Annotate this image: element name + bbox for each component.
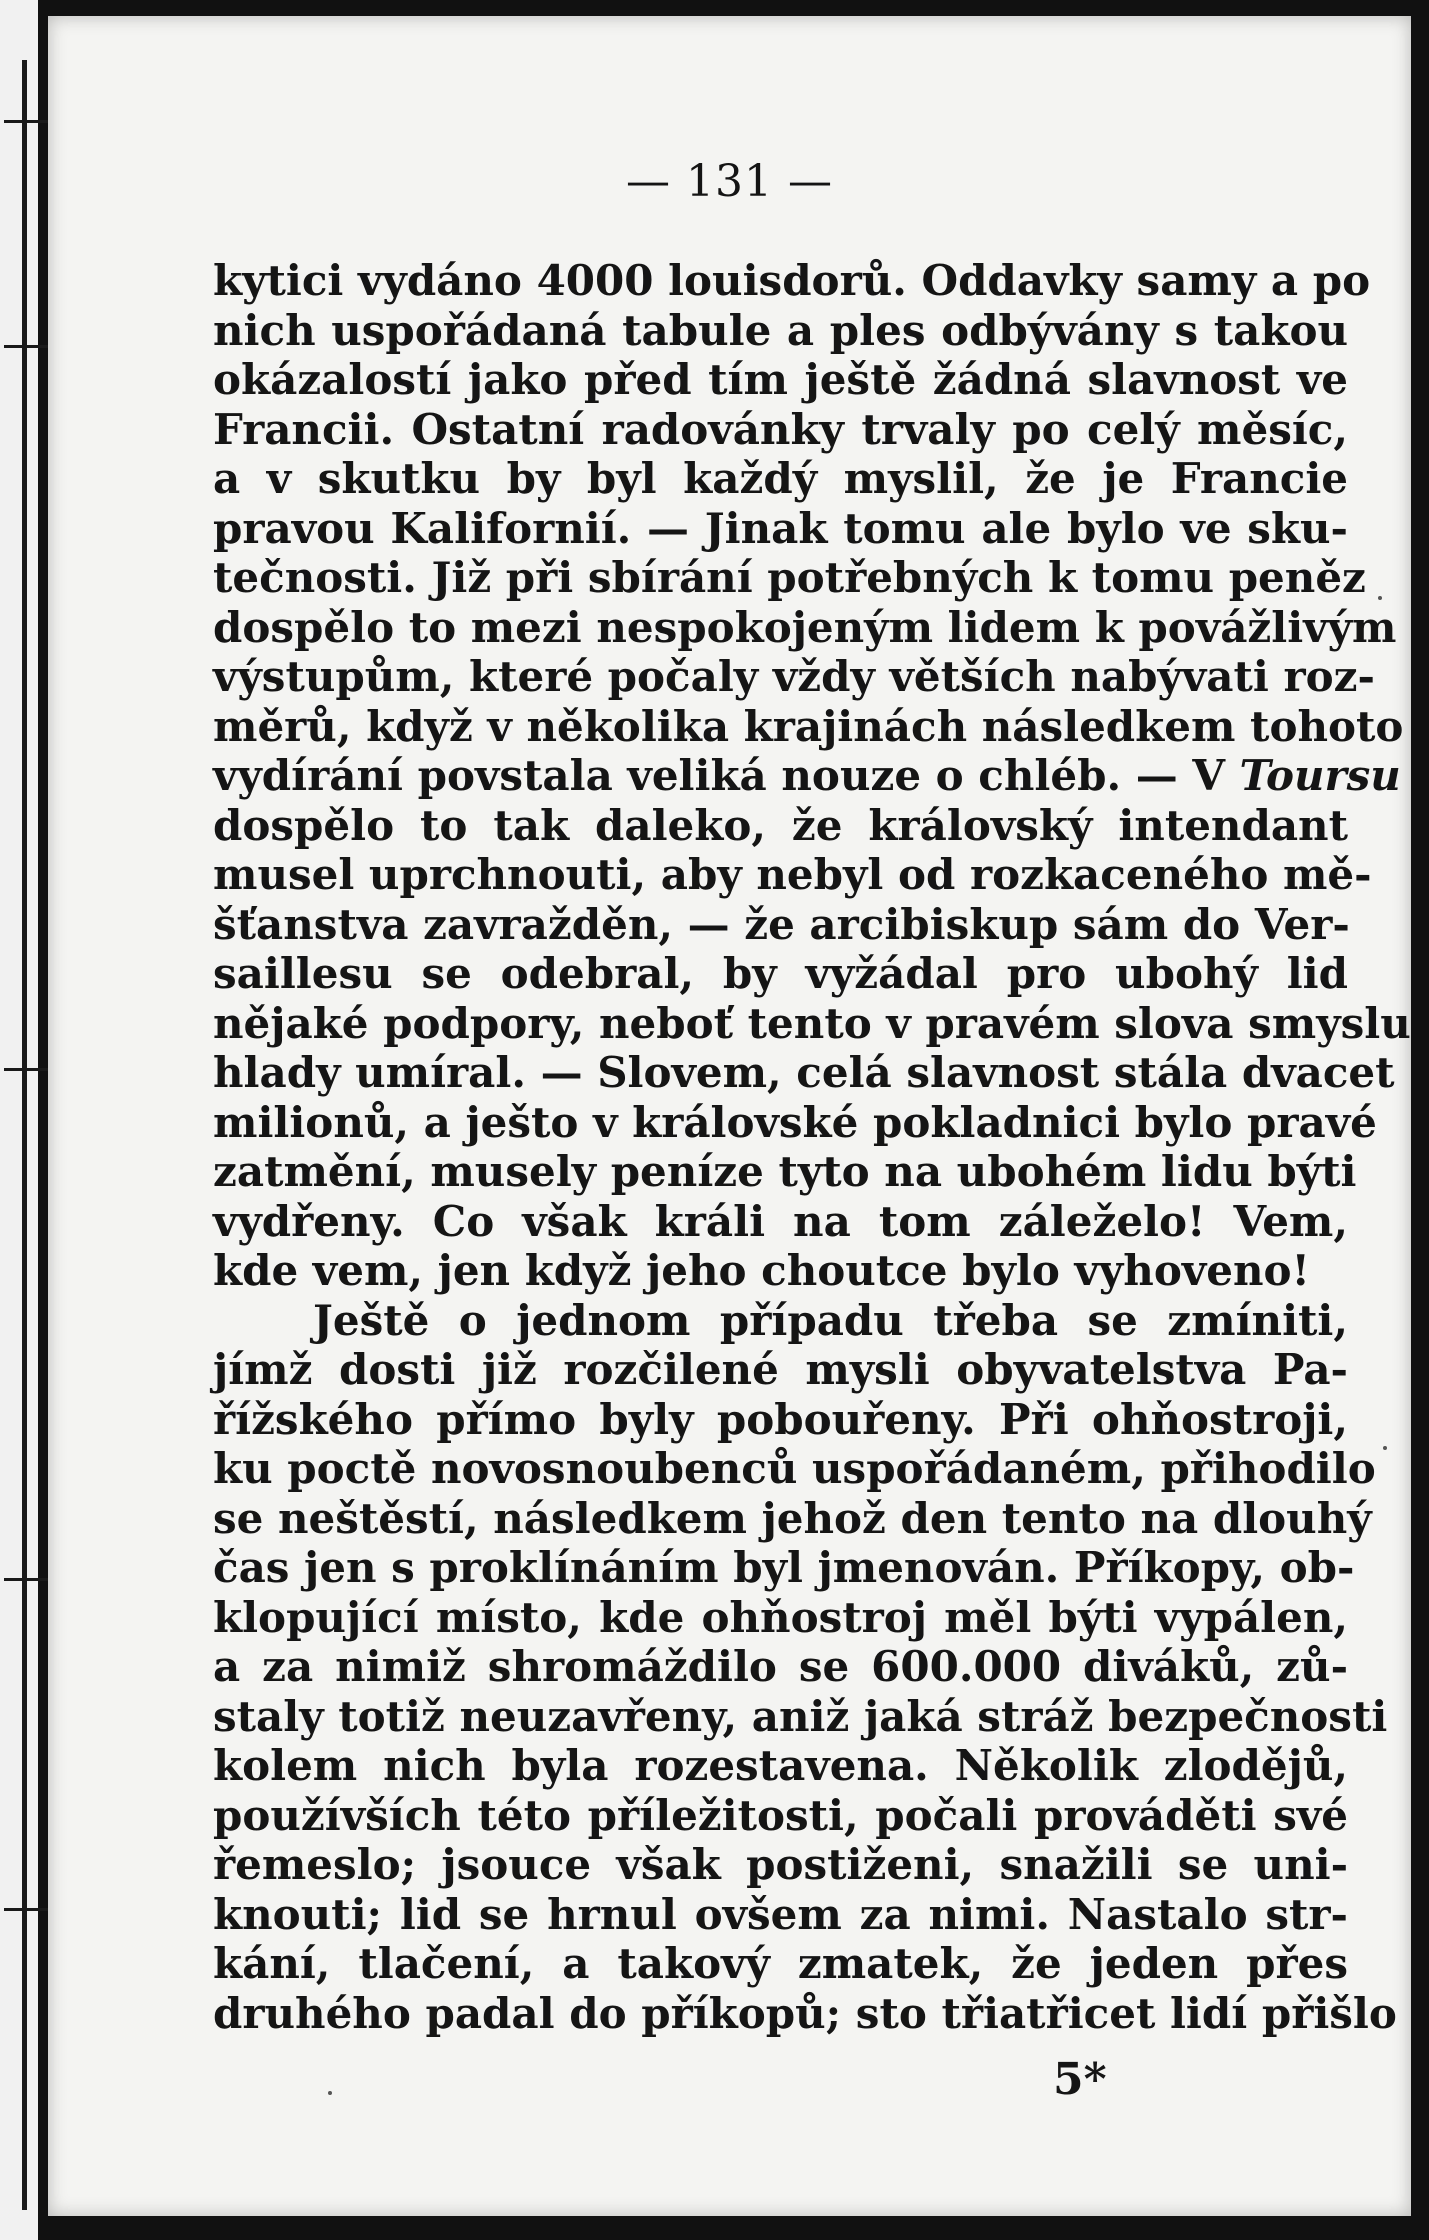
text-line: a v skutku by byl každý myslil, že je Francie (213, 454, 1348, 503)
text-line: staly totiž neuzavřeny, aniž jaká stráž bezpečnosti (213, 1691, 1388, 1741)
text-line: výstupům, které počaly vždy větších nabývati roz- (213, 652, 1375, 701)
text-line: ku poctě novosnoubenců uspořádaném, přihodilo (213, 1444, 1376, 1493)
paper-speck (328, 2091, 332, 2095)
paragraph-start-line: Ještě o jednom případu třeba se zmíniti, (313, 1295, 1348, 1345)
text-line: knouti; lid se hrnul ovšem za nimi. Nastalo str- (213, 1889, 1348, 1939)
paper-speck (1378, 596, 1382, 600)
text-line: zatmění, musely peníze tyto na ubohém lidu býti (213, 1147, 1357, 1196)
text-line: druhého padal do příkopů; sto třiatřicet lidí přišlo (213, 1988, 1397, 2038)
printer-signature-mark: 5* (1053, 2054, 1107, 2105)
text-line: čas jen s proklínáním byl jmenován. Příkopy, ob- (213, 1543, 1355, 1592)
text-line: a za nimiž shromáždilo se 600.000 diváků, zů- (213, 1642, 1348, 1691)
text-line-segment: vydírání povstala veliká nouze o chléb. — V (213, 751, 1225, 800)
text-line-with-italic (213, 751, 1401, 801)
body-text (213, 256, 1411, 2038)
paragraph-end-line: kde vem, jen když jeho choutce bylo vyhoveno! (213, 1246, 1310, 1295)
text-line: klopující místo, kde ohňostroj měl býti vypálen, (213, 1592, 1348, 1642)
paper-speck (1383, 1446, 1387, 1450)
text-line: okázalostí jako před tím ještě žádná slavnost ve (213, 355, 1348, 404)
page-number: — 131 — (626, 156, 833, 207)
text-line: používších této příležitosti, počali prováděti své (213, 1790, 1348, 1840)
italic-place-name: Toursu (1239, 751, 1401, 800)
text-line: nějaké podpory, neboť tento v pravém slova smyslu (213, 998, 1411, 1048)
text-line: saillesu se odebral, by vyžádal pro ubohý lid (213, 949, 1348, 998)
text-line: šťanstva zavražděn, — že arcibiskup sám do Ver- (213, 899, 1350, 949)
text-line: pravou Kalifornií. — Jinak tomu ale bylo ve sku- (213, 503, 1348, 553)
adjacent-page-edge (0, 0, 38, 2240)
text-line: kání, tlačení, a takový zmatek, že jeden přes (213, 1939, 1348, 1988)
text-line: musel uprchnouti, aby nebyl od rozkaceného mě- (213, 850, 1372, 899)
text-line: dospělo to mezi nespokojeným lidem k povážlivým (213, 602, 1397, 652)
text-line: nich uspořádaná tabule a ples odbývány s takou (213, 305, 1348, 355)
text-line: vydřeny. Co však králi na tom záleželo! Vem, (213, 1196, 1348, 1246)
text-line: se neštěstí, následkem jehož den tento na dlouhý (213, 1493, 1372, 1543)
text-line: jímž dosti již rozčilené mysli obyvatelstva Pa- (213, 1345, 1348, 1394)
binding-line (22, 60, 27, 2210)
text-line: kolem nich byla rozestavena. Několik zlodějů, (213, 1741, 1348, 1790)
text-line: Francii. Ostatní radovánky trvaly po celý měsíc, (213, 404, 1348, 454)
text-line: řížského přímo byly pobouřeny. Při ohňostroji, (213, 1394, 1348, 1444)
text-line: měrů, když v několika krajinách následkem tohoto (213, 701, 1404, 751)
text-line: dospělo to tak daleko, že královský intendant (213, 800, 1348, 850)
book-page (48, 16, 1411, 2216)
text-line: milionů, a ješto v královské pokladnici bylo pravé (213, 1097, 1377, 1147)
text-line: kytici vydáno 4000 louisdorů. Oddavky samy a po (213, 256, 1371, 305)
text-line: řemeslo; jsouce však postiženi, snažili se uni- (213, 1840, 1348, 1889)
text-line: tečnosti. Již při sbírání potřebných k tomu peněz (213, 553, 1366, 602)
text-line: hlady umíral. — Slovem, celá slavnost stála dvacet (213, 1048, 1395, 1097)
